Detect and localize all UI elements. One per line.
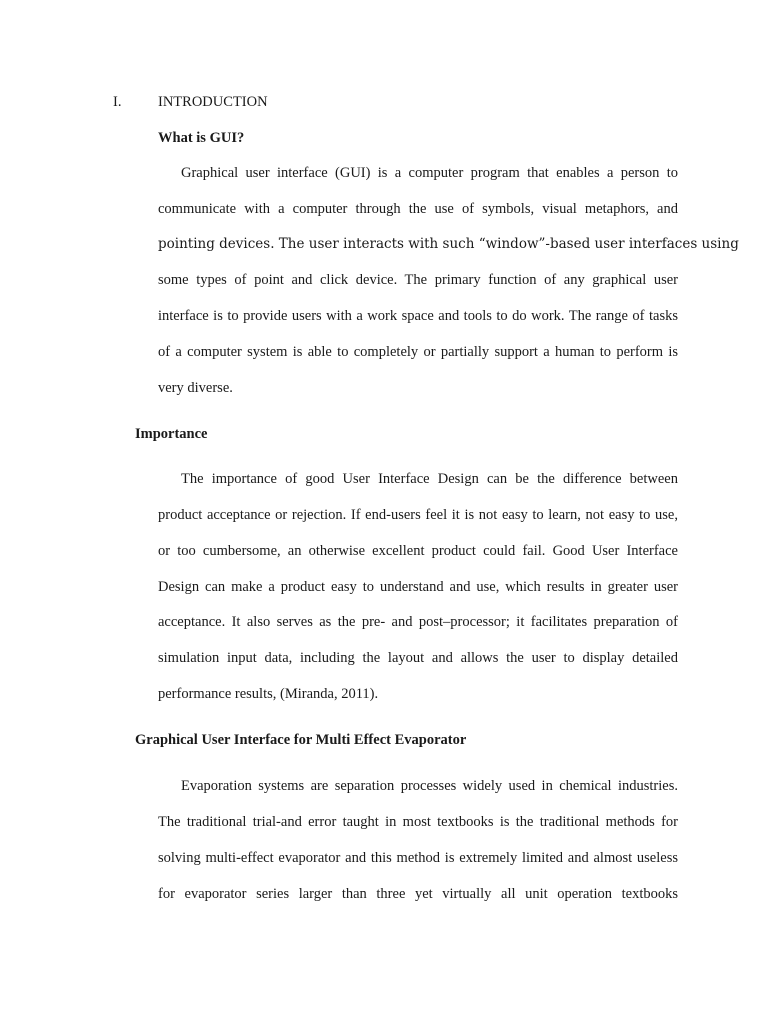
paragraph-line: Graphical user interface (GUI) is a computer program that enables a person to — [181, 165, 678, 181]
subsection-heading-what-is-gui: What is GUI? — [158, 130, 245, 146]
paragraph-line: Evaporation systems are separation processes widely used in chemical industries. — [181, 778, 678, 794]
paragraph-line: communicate with a computer through the use of symbols, visual metaphors, and — [158, 201, 678, 217]
paragraph-line: acceptance. It also serves as the pre- and post–processor; it facilitates preparation of — [158, 614, 678, 630]
paragraph-line: Design can make a product easy to understand and use, which results in greater user — [158, 579, 678, 595]
paragraph-line: very diverse. — [158, 380, 233, 396]
paragraph-line: The importance of good User Interface Design can be the difference between — [181, 471, 678, 487]
section-title: INTRODUCTION — [158, 94, 268, 110]
paragraph-line: for evaporator series larger than three yet virtually all unit operation textbooks — [158, 886, 678, 902]
paragraph-line: performance results, (Miranda, 2011). — [158, 686, 379, 702]
paragraph-line: interface is to provide users with a work space and tools to do work. The range of tasks — [158, 308, 678, 324]
subsection-heading-gui-evaporator: Graphical User Interface for Multi Effect Evaporator — [135, 732, 467, 748]
paragraph-line: simulation input data, including the layout and allows the user to display detailed — [158, 650, 678, 666]
paragraph-line: solving multi-effect evaporator and this method is extremely limited and almost useless — [158, 850, 678, 866]
subsection-heading-importance: Importance — [135, 426, 208, 442]
paragraph-line: product acceptance or rejection. If end-users feel it is not easy to learn, not easy to use, — [158, 507, 678, 523]
section-number: I. — [113, 94, 122, 110]
paragraph-line: or too cumbersome, an otherwise excellent product could fail. Good User Interface — [158, 543, 678, 559]
paragraph-line: The traditional trial-and error taught in most textbooks is the traditional methods for — [158, 814, 678, 830]
paragraph-line: some types of point and click device. The primary function of any graphical user — [158, 272, 678, 288]
paragraph-line: of a computer system is able to completely or partially support a human to perform is — [158, 344, 678, 360]
paragraph-line: pointing devices. The user interacts with such “window”-based user interfaces using — [158, 236, 739, 252]
